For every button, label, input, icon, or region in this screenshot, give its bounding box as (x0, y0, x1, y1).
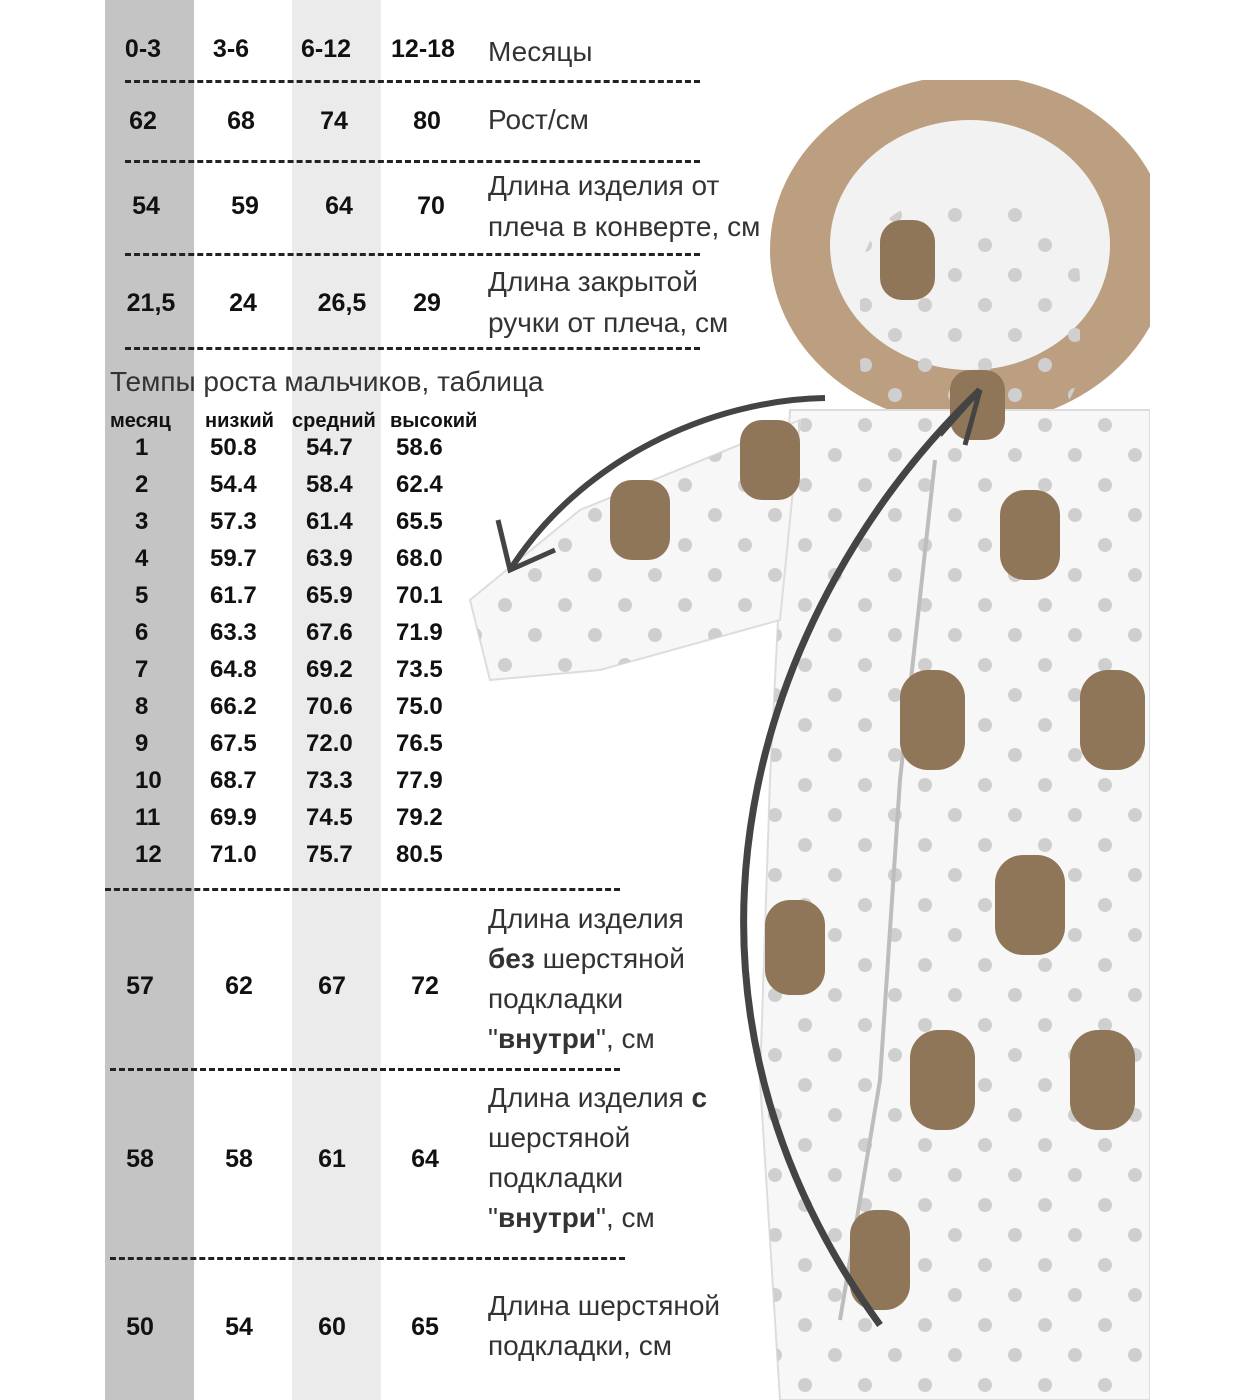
sleeve-length-label-1: Длина закрытой (488, 266, 698, 297)
growth-value-cell: 68.0 (396, 545, 443, 572)
growth-value-cell: 72.0 (306, 730, 353, 757)
divider (110, 1257, 625, 1260)
no-wool-value: 67 (318, 972, 346, 1000)
divider (125, 80, 700, 83)
no-wool-label-bold: без (488, 943, 535, 974)
height-label: Рост/см (488, 104, 589, 135)
inside-bold: внутри (497, 1023, 597, 1054)
growth-value-cell: 80.5 (396, 841, 443, 868)
growth-month-cell: 7 (135, 656, 149, 683)
no-wool-value: 62 (225, 972, 253, 1000)
wool-lining-label-2: подкладки, см (488, 1330, 672, 1361)
sleeve-length-value: 24 (229, 289, 257, 317)
growth-value-cell: 71.9 (396, 619, 443, 646)
wool-lining-value: 65 (411, 1313, 439, 1341)
quote: " (488, 1202, 498, 1233)
growth-value-cell: 69.2 (306, 656, 353, 683)
growth-month-cell: 2 (135, 471, 149, 498)
growth-month-cell: 4 (135, 545, 149, 572)
growth-value-cell: 63.9 (306, 545, 353, 572)
growth-value-cell: 59.7 (210, 545, 257, 572)
no-wool-value: 72 (411, 972, 439, 1000)
growth-value-cell: 63.3 (210, 619, 257, 646)
sleeve-length-value: 26,5 (317, 289, 367, 317)
with-wool-label-1 (488, 1078, 707, 1118)
with-wool-label-bold: с (691, 1082, 708, 1113)
growth-value-cell: 65.5 (396, 508, 443, 535)
with-wool-value: 58 (225, 1145, 253, 1173)
growth-value-cell: 69.9 (210, 804, 257, 831)
wool-lining-label-1: Длина шерстяной (488, 1290, 721, 1321)
growth-month-cell: 6 (135, 619, 149, 646)
growth-header-month: месяц (110, 410, 171, 432)
envelope-length-value: 54 (132, 192, 160, 220)
growth-value-cell: 64.8 (210, 656, 257, 683)
growth-value-cell: 70.6 (306, 693, 353, 720)
size-0-3: 0-3 (124, 35, 162, 63)
sleeve-length-value: 21,5 (126, 289, 176, 317)
growth-month-cell: 8 (135, 693, 149, 720)
growth-value-cell: 70.1 (396, 582, 443, 609)
size-6-12: 6-12 (300, 35, 352, 63)
no-wool-value: 57 (126, 972, 154, 1000)
growth-value-cell: 67.6 (306, 619, 353, 646)
size-12-18: 12-18 (391, 35, 455, 63)
growth-value-cell: 62.4 (396, 471, 443, 498)
growth-value-cell: 54.4 (210, 471, 257, 498)
with-wool-value: 61 (318, 1145, 346, 1173)
growth-value-cell: 68.7 (210, 767, 257, 794)
quote-unit: ", см (596, 1202, 655, 1233)
growth-table-title: Темпы роста мальчиков, таблица (110, 366, 544, 397)
growth-value-cell: 74.5 (306, 804, 353, 831)
wool-lining-value: 50 (126, 1313, 154, 1341)
growth-month-cell: 9 (135, 730, 149, 757)
envelope-length-value: 64 (325, 192, 353, 220)
no-wool-label-3: подкладки (488, 983, 624, 1014)
sleeve-length-value: 29 (413, 289, 441, 317)
growth-value-cell: 65.9 (306, 582, 353, 609)
growth-value-cell: 75.7 (306, 841, 353, 868)
wool-lining-value: 54 (225, 1313, 253, 1341)
no-wool-label-1: Длина изделия (488, 903, 684, 934)
quote-unit: ", см (596, 1023, 655, 1054)
envelope-length-label-2: плеча в конверте, см (488, 211, 761, 242)
envelope-length-value: 70 (417, 192, 445, 220)
growth-value-cell: 75.0 (396, 693, 443, 720)
envelope-length-value: 59 (231, 192, 259, 220)
growth-value-cell: 71.0 (210, 841, 257, 868)
growth-header-high: высокий (390, 410, 478, 432)
height-value: 68 (227, 107, 255, 135)
no-wool-label-2 (488, 939, 685, 979)
with-wool-label-pre: Длина изделия (488, 1082, 692, 1113)
no-wool-label-rest: шерстяной (534, 943, 685, 974)
size-3-6: 3-6 (212, 35, 250, 63)
growth-value-cell: 61.4 (306, 508, 353, 535)
height-value: 62 (129, 107, 157, 135)
growth-month-cell: 5 (135, 582, 149, 609)
growth-value-cell: 67.5 (210, 730, 257, 757)
quote: " (488, 1023, 498, 1054)
growth-value-cell: 66.2 (210, 693, 257, 720)
growth-header-mid: средний (292, 410, 376, 432)
with-wool-value: 58 (126, 1145, 154, 1173)
growth-month-cell: 3 (135, 508, 149, 535)
inside-bold: внутри (497, 1202, 597, 1233)
height-value: 80 (413, 107, 441, 135)
growth-value-cell: 58.6 (396, 434, 443, 461)
divider (125, 253, 700, 256)
wool-lining-value: 60 (318, 1313, 346, 1341)
growth-header-low: низкий (205, 410, 274, 432)
growth-value-cell: 54.7 (306, 434, 353, 461)
growth-value-cell: 76.5 (396, 730, 443, 757)
divider (105, 888, 620, 891)
envelope-length-label-1: Длина изделия от (488, 170, 720, 201)
growth-month-cell: 12 (135, 841, 162, 868)
growth-value-cell: 61.7 (210, 582, 257, 609)
months-label: Месяцы (488, 36, 593, 67)
growth-value-cell: 58.4 (306, 471, 353, 498)
divider (110, 1068, 620, 1071)
growth-value-cell: 57.3 (210, 508, 257, 535)
growth-value-cell: 73.3 (306, 767, 353, 794)
divider (125, 160, 700, 163)
growth-month-cell: 1 (135, 434, 149, 461)
growth-value-cell: 77.9 (396, 767, 443, 794)
with-wool-value: 64 (411, 1145, 439, 1173)
growth-value-cell: 73.5 (396, 656, 443, 683)
with-wool-label-4 (488, 1198, 655, 1238)
no-wool-label-4 (488, 1019, 655, 1059)
height-value: 74 (320, 107, 348, 135)
growth-value-cell: 50.8 (210, 434, 257, 461)
growth-month-cell: 10 (135, 767, 162, 794)
divider (125, 347, 700, 350)
with-wool-label-2: шерстяной (488, 1122, 631, 1153)
growth-value-cell: 79.2 (396, 804, 443, 831)
sleeve-length-label-2: ручки от плеча, см (488, 307, 729, 338)
growth-month-cell: 11 (135, 804, 161, 831)
with-wool-label-3: подкладки (488, 1162, 624, 1193)
